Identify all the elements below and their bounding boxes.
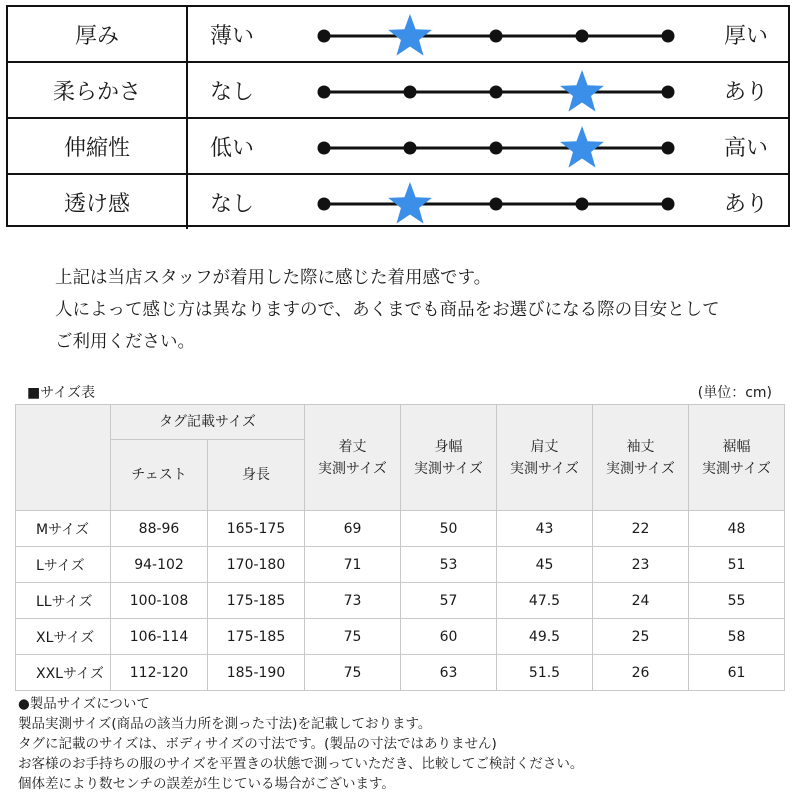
size-name: Lサイズ [16, 547, 111, 583]
chest-header: チェスト [111, 440, 208, 511]
feel-note [55, 262, 720, 358]
feel-label: 柔らかさ [8, 63, 188, 117]
feel-min-label: 薄い [210, 23, 255, 49]
feel-max-label: 厚い [724, 23, 769, 49]
chest-value: 112-120 [111, 655, 208, 691]
feel-min-label: なし [210, 79, 255, 105]
scale-dot [490, 198, 503, 211]
size-row [16, 511, 785, 547]
scale-dot [318, 198, 331, 211]
height-header: 身長 [208, 440, 305, 511]
length-header: 着丈 実測サイズ [305, 405, 401, 511]
length-value: 71 [305, 547, 401, 583]
rating-star-icon [388, 14, 432, 56]
shoulder-value: 45 [497, 547, 593, 583]
scale-dot [490, 142, 503, 155]
feel-scale [308, 7, 688, 61]
note-line: 上記は当店スタッフが着用した際に感じた着用感です。 [55, 268, 492, 288]
footnote-line: 個体差により数センチの誤差が生じている場合がございます。 [18, 776, 395, 792]
footnote-line: ●製品サイズについて [18, 696, 150, 712]
feel-row-thickness [8, 7, 788, 61]
unit-label: (単位：cm) [697, 385, 772, 401]
hem-value: 58 [689, 619, 785, 655]
tag-size-group-header: タグ記載サイズ [111, 405, 305, 440]
sleeve-value: 24 [593, 583, 689, 619]
hem-value: 61 [689, 655, 785, 691]
size-footnotes [18, 694, 583, 794]
footnote-line: タグに記載のサイズは、ボディサイズの寸法です。(製品の寸法ではありません) [18, 736, 497, 752]
feel-scale [308, 175, 688, 229]
width-value: 50 [401, 511, 497, 547]
scale-dot [662, 198, 675, 211]
feel-row-softness [8, 61, 788, 117]
chest-value: 100-108 [111, 583, 208, 619]
width-value: 60 [401, 619, 497, 655]
scale-dot [662, 142, 675, 155]
height-value: 165-175 [208, 511, 305, 547]
height-value: 170-180 [208, 547, 305, 583]
hem-header: 裾幅 実測サイズ [689, 405, 785, 511]
scale-dot [576, 30, 589, 43]
size-header-blank [16, 405, 111, 511]
length-value: 69 [305, 511, 401, 547]
width-header: 身幅 実測サイズ [401, 405, 497, 511]
feel-label: 透け感 [8, 175, 188, 229]
height-value: 185-190 [208, 655, 305, 691]
feel-scale [308, 119, 688, 173]
hem-value: 51 [689, 547, 785, 583]
chest-value: 106-114 [111, 619, 208, 655]
feel-min-label: なし [210, 191, 255, 217]
feel-max-label: あり [724, 191, 769, 217]
size-table [15, 404, 785, 691]
size-row [16, 583, 785, 619]
feel-min-label: 低い [210, 135, 255, 161]
shoulder-value: 47.5 [497, 583, 593, 619]
size-name: XLサイズ [16, 619, 111, 655]
footnote-line: 製品実測サイズ(商品の該当力所を測った寸法)を記載しております。 [18, 716, 432, 732]
feel-max-label: 高い [724, 135, 769, 161]
size-row [16, 619, 785, 655]
note-line: 人によって感じ方は異なりますので、あくまでも商品をお選びになる際の目安として [55, 300, 720, 320]
chest-value: 94-102 [111, 547, 208, 583]
scale-dot [576, 198, 589, 211]
hem-value: 55 [689, 583, 785, 619]
length-value: 75 [305, 619, 401, 655]
shoulder-value: 43 [497, 511, 593, 547]
size-table-title: ■サイズ表 [27, 385, 96, 401]
sleeve-value: 25 [593, 619, 689, 655]
scale-dot [662, 30, 675, 43]
width-value: 57 [401, 583, 497, 619]
rating-star-icon [560, 70, 604, 112]
sleeve-value: 23 [593, 547, 689, 583]
sleeve-value: 26 [593, 655, 689, 691]
length-value: 73 [305, 583, 401, 619]
size-row [16, 655, 785, 691]
width-value: 53 [401, 547, 497, 583]
scale-dot [318, 86, 331, 99]
sleeve-value: 22 [593, 511, 689, 547]
height-value: 175-185 [208, 619, 305, 655]
size-name: XXLサイズ [16, 655, 111, 691]
scale-dot [490, 30, 503, 43]
sleeve-header: 袖丈 実測サイズ [593, 405, 689, 511]
height-value: 175-185 [208, 583, 305, 619]
shoulder-header: 肩丈 実測サイズ [497, 405, 593, 511]
scale-dot [318, 30, 331, 43]
chest-value: 88-96 [111, 511, 208, 547]
scale-dot [318, 142, 331, 155]
feel-row-stretch [8, 117, 788, 173]
footnote-line: お客様のお手持ちの服のサイズを平置きの状態で測っていただき、比較してご検討ください。 [18, 756, 584, 772]
scale-dot [662, 86, 675, 99]
note-line: ご利用ください。 [55, 332, 195, 352]
size-name: LLサイズ [16, 583, 111, 619]
feel-label: 厚み [8, 7, 188, 61]
hem-value: 48 [689, 511, 785, 547]
length-value: 75 [305, 655, 401, 691]
texture-feel-table [6, 5, 790, 227]
scale-dot [490, 86, 503, 99]
feel-label: 伸縮性 [8, 119, 188, 173]
scale-dot [404, 142, 417, 155]
size-name: Mサイズ [16, 511, 111, 547]
shoulder-value: 51.5 [497, 655, 593, 691]
rating-star-icon [388, 182, 432, 224]
feel-scale [308, 63, 688, 117]
shoulder-value: 49.5 [497, 619, 593, 655]
feel-max-label: あり [724, 79, 769, 105]
scale-dot [404, 86, 417, 99]
size-row [16, 547, 785, 583]
rating-star-icon [560, 126, 604, 168]
width-value: 63 [401, 655, 497, 691]
feel-row-sheerness [8, 173, 788, 229]
